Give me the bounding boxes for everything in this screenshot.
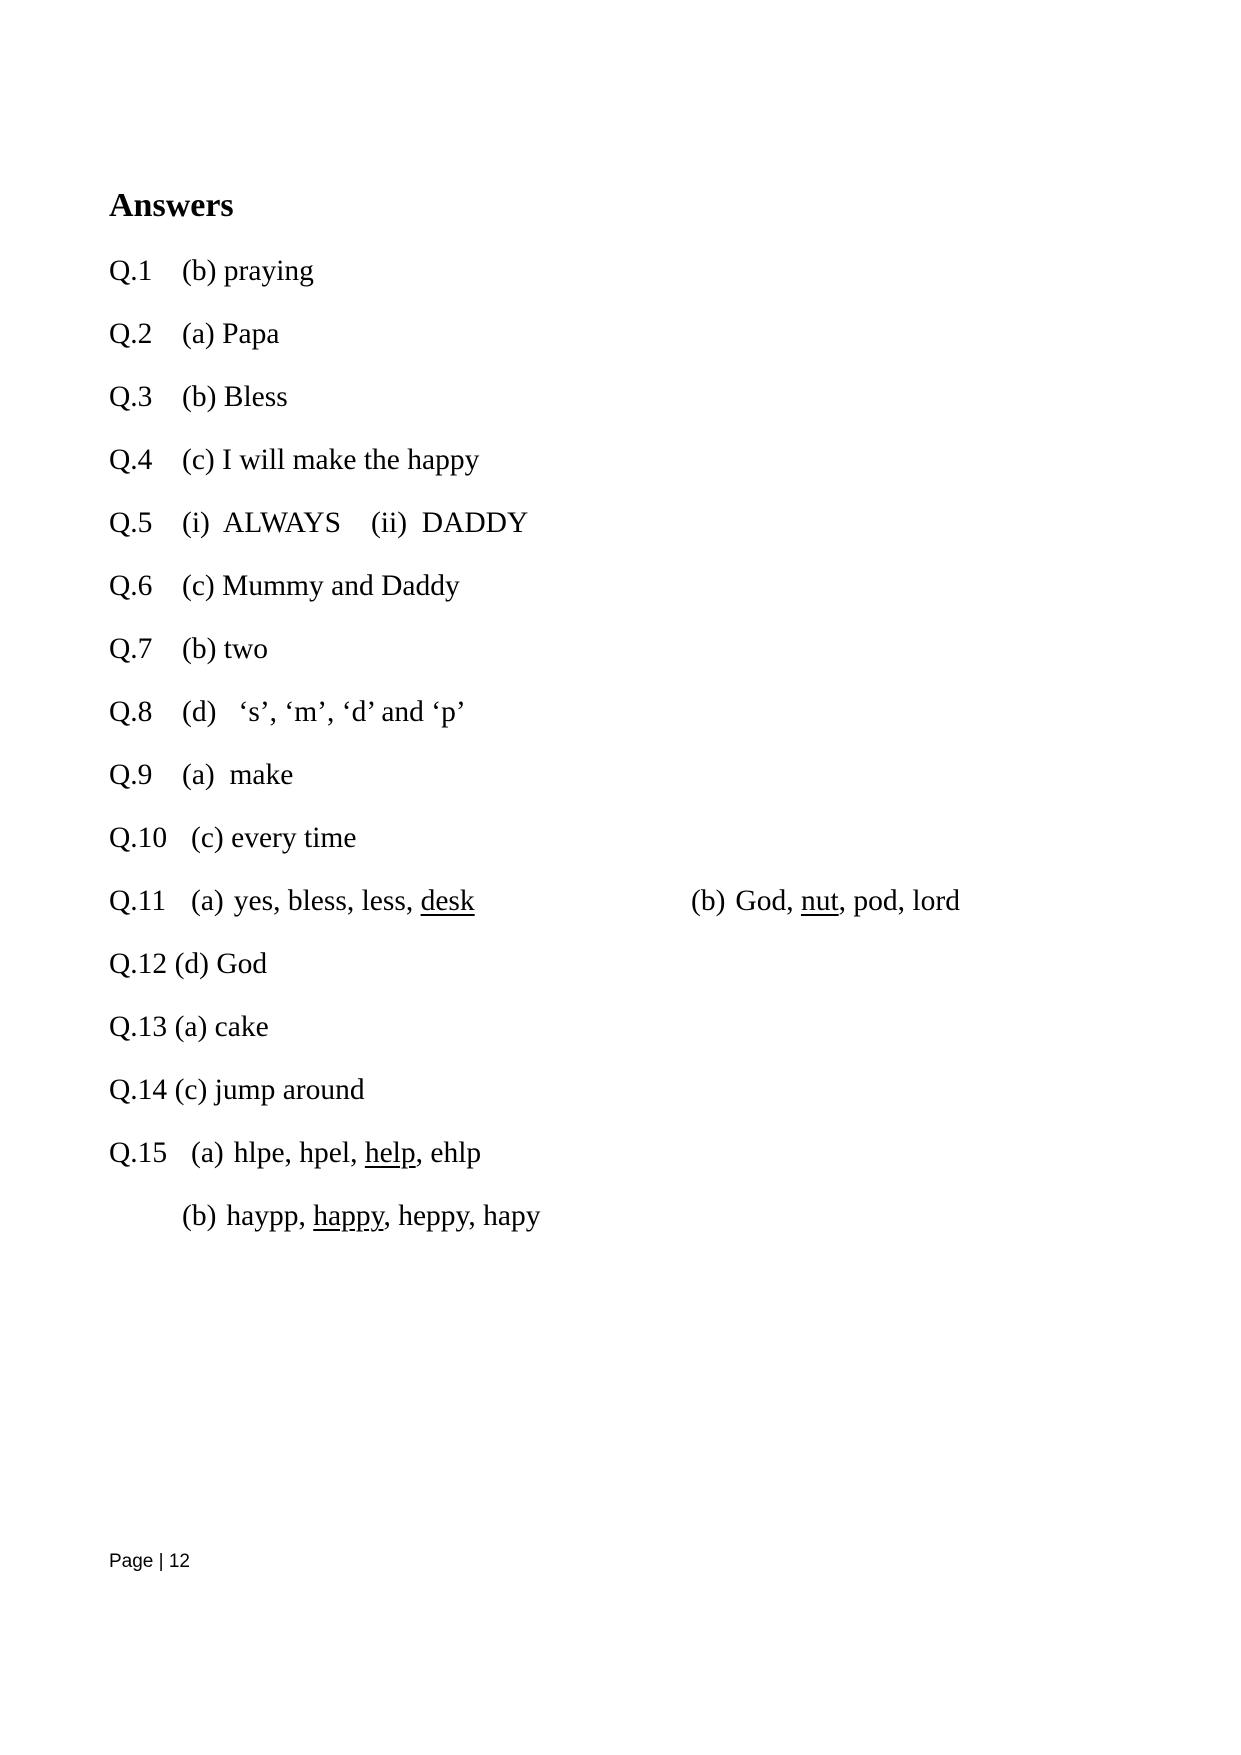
answer-q15-part-b xyxy=(182,1197,540,1235)
option-label: (a) xyxy=(191,885,224,917)
answer-text xyxy=(182,504,528,542)
spelling-options-start: hlpe, hpel, xyxy=(233,1137,365,1169)
answer-part-i: (i) ALWAYS xyxy=(182,507,341,539)
answer-part-a xyxy=(191,882,475,920)
answer-q6 xyxy=(109,567,460,605)
answer-part-b xyxy=(691,882,960,920)
question-number: Q.14 xyxy=(109,1074,168,1106)
answer-text: (a) make xyxy=(182,759,294,791)
page-number-footer: Page | 12 xyxy=(109,1551,191,1572)
answer-q15 xyxy=(109,1134,482,1172)
spelling-options-start: haypp, xyxy=(226,1200,314,1232)
question-number: Q.2 xyxy=(109,318,153,350)
option-label: (a) xyxy=(191,1137,224,1169)
answer-part-ii: (ii) DADDY xyxy=(370,507,529,539)
answer-text: (a) Papa xyxy=(182,318,280,350)
answer-q4 xyxy=(109,441,480,479)
question-number: Q.1 xyxy=(109,255,153,287)
question-number: Q.15 xyxy=(109,1137,168,1169)
answer-text: (c) every time xyxy=(191,822,357,854)
correct-spelling-underlined: happy xyxy=(313,1200,384,1232)
answer-q8 xyxy=(109,693,466,731)
answer-q10 xyxy=(109,819,357,857)
answer-q1 xyxy=(109,252,314,290)
answer-q14 xyxy=(109,1071,365,1109)
answer-q2 xyxy=(109,315,280,353)
answer-text: (d) ‘s’, ‘m’, ‘d’ and ‘p’ xyxy=(182,696,466,728)
correct-spelling-underlined: help xyxy=(364,1137,416,1169)
question-number: Q.12 xyxy=(109,948,168,980)
spelling-options-end: , ehlp xyxy=(415,1137,482,1169)
answer-part-a xyxy=(191,1134,481,1172)
answer-text: (d) God xyxy=(174,948,268,980)
question-number: Q.7 xyxy=(109,633,153,665)
answer-q11 xyxy=(109,882,960,920)
word-list: yes, bless, less, xyxy=(233,885,421,917)
question-number: Q.11 xyxy=(109,885,167,917)
question-number: Q.8 xyxy=(109,696,153,728)
answer-text: (b) Bless xyxy=(182,381,288,413)
question-number: Q.3 xyxy=(109,381,153,413)
word-list-end: , pod, lord xyxy=(838,885,960,917)
answer-text: (b) two xyxy=(182,633,269,665)
answer-text: (c) I will make the happy xyxy=(182,444,480,476)
odd-word-underlined: desk xyxy=(420,885,475,917)
question-number: Q.13 xyxy=(109,1011,168,1043)
question-number: Q.9 xyxy=(109,759,153,791)
option-label: (b) xyxy=(691,885,726,917)
question-number: Q.4 xyxy=(109,444,153,476)
question-number: Q.5 xyxy=(109,507,153,539)
option-label: (b) xyxy=(182,1200,217,1232)
answer-q7 xyxy=(109,630,269,668)
answer-text: (b) praying xyxy=(182,255,314,287)
spelling-options-end: , heppy, hapy xyxy=(383,1200,541,1232)
answer-q5 xyxy=(109,504,529,542)
answer-text: (c) Mummy and Daddy xyxy=(182,570,460,602)
answer-text: (c) jump around xyxy=(174,1074,365,1106)
odd-word-underlined: nut xyxy=(800,885,839,917)
question-number: Q.10 xyxy=(109,822,168,854)
word-list-start: God, xyxy=(735,885,801,917)
answer-q9 xyxy=(109,756,294,794)
question-number: Q.6 xyxy=(109,570,153,602)
answer-text: (a) cake xyxy=(174,1011,269,1043)
answer-q13 xyxy=(109,1008,269,1046)
page-title: Answers xyxy=(109,187,234,224)
answer-q3 xyxy=(109,378,288,416)
answer-q12 xyxy=(109,945,267,983)
